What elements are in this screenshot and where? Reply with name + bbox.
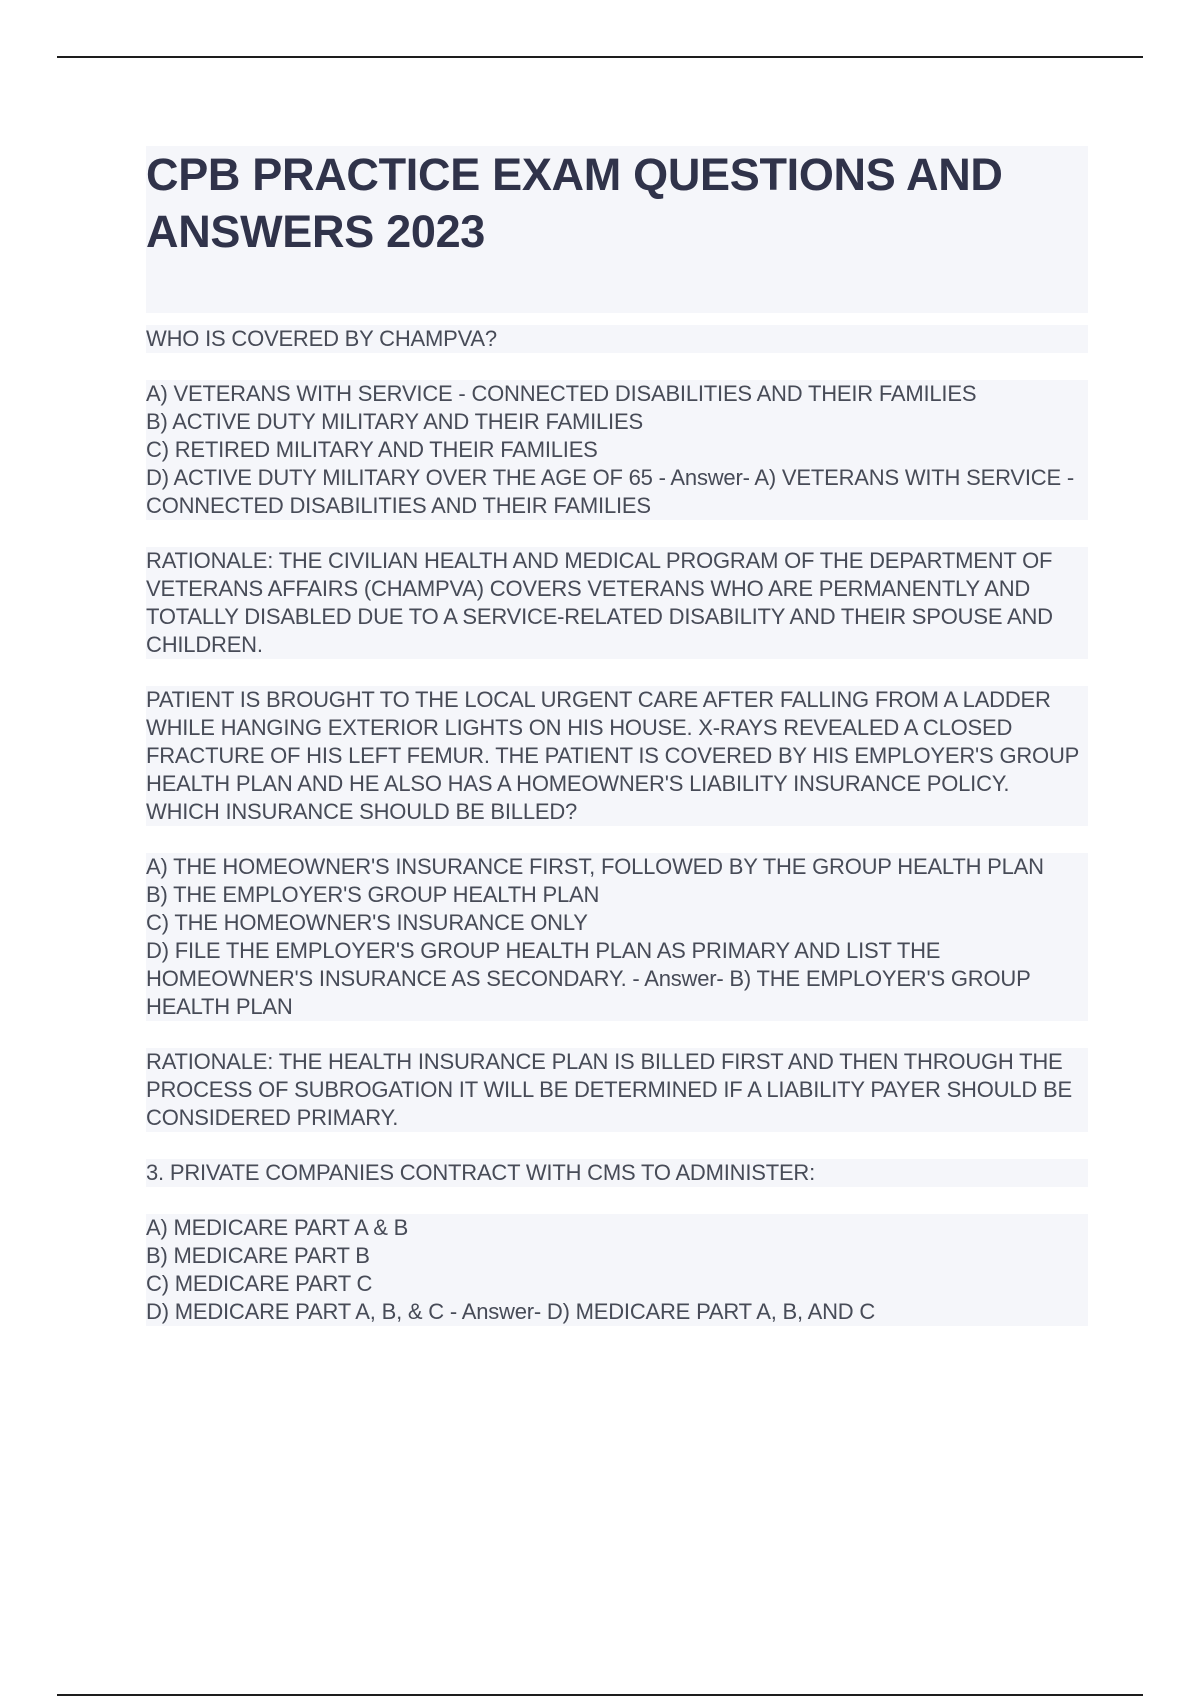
bottom-rule: [57, 1694, 1143, 1696]
rationale-text: RATIONALE: THE CIVILIAN HEALTH AND MEDICAL PROGRAM OF THE DEPARTMENT OF VETERANS AFFAIRS (CHAMPVA) COVERS VETERANS WHO ARE PERMANENTLY AND TOTALLY DISABLED DUE TO A SERVICE-RELATED DISABILITY AND THEIR SPOUSE AND CHILDREN.: [146, 547, 1088, 659]
document-title: CPB PRACTICE EXAM QUESTIONS AND ANSWERS 2023: [146, 149, 1003, 257]
option-line: A) VETERANS WITH SERVICE - CONNECTED DISABILITIES AND THEIR FAMILIES: [146, 380, 1088, 408]
question-1-options: [146, 380, 1088, 520]
option-line-with-answer: D) MEDICARE PART A, B, & C - Answer- D) MEDICARE PART A, B, AND C: [146, 1298, 1088, 1326]
document-body: [146, 146, 1088, 1326]
question-3-text: 3. PRIVATE COMPANIES CONTRACT WITH CMS TO ADMINISTER:: [146, 1159, 1088, 1187]
question-1-text: WHO IS COVERED BY CHAMPVA?: [146, 325, 1088, 353]
rationale-text: RATIONALE: THE HEALTH INSURANCE PLAN IS BILLED FIRST AND THEN THROUGH THE PROCESS OF SUBROGATION IT WILL BE DETERMINED IF A LIABILITY PAYER SHOULD BE CONSIDERED PRIMARY.: [146, 1048, 1088, 1132]
option-line: B) THE EMPLOYER'S GROUP HEALTH PLAN: [146, 881, 1088, 909]
option-line-with-answer: D) FILE THE EMPLOYER'S GROUP HEALTH PLAN AS PRIMARY AND LIST THE HOMEOWNER'S INSURANCE AS SECONDARY. - Answer- B) THE EMPLOYER'S GROUP HEALTH PLAN: [146, 937, 1088, 1021]
question-1: [146, 325, 1088, 353]
question-2-options: [146, 853, 1088, 1021]
title-block: [146, 146, 1088, 313]
option-line: C) MEDICARE PART C: [146, 1270, 1088, 1298]
question-1-rationale: [146, 547, 1088, 659]
option-line: B) MEDICARE PART B: [146, 1242, 1088, 1270]
question-2-text: PATIENT IS BROUGHT TO THE LOCAL URGENT CARE AFTER FALLING FROM A LADDER WHILE HANGING EXTERIOR LIGHTS ON HIS HOUSE. X-RAYS REVEALED A CLOSED FRACTURE OF HIS LEFT FEMUR. THE PATIENT IS COVERED BY HIS EMPLOYER'S GROUP HEALTH PLAN AND HE ALSO HAS A HOMEOWNER'S LIABILITY INSURANCE POLICY. WHICH INSURANCE SHOULD BE BILLED?: [146, 686, 1088, 826]
question-3: [146, 1159, 1088, 1187]
question-2: [146, 686, 1088, 826]
option-line: A) THE HOMEOWNER'S INSURANCE FIRST, FOLLOWED BY THE GROUP HEALTH PLAN: [146, 853, 1088, 881]
option-line: C) RETIRED MILITARY AND THEIR FAMILIES: [146, 436, 1088, 464]
top-rule: [57, 56, 1143, 58]
option-line-with-answer: D) ACTIVE DUTY MILITARY OVER THE AGE OF 65 - Answer- A) VETERANS WITH SERVICE - CONNECTED DISABILITIES AND THEIR FAMILIES: [146, 464, 1088, 520]
option-line: A) MEDICARE PART A & B: [146, 1214, 1088, 1242]
option-line: B) ACTIVE DUTY MILITARY AND THEIR FAMILIES: [146, 408, 1088, 436]
option-line: C) THE HOMEOWNER'S INSURANCE ONLY: [146, 909, 1088, 937]
question-2-rationale: [146, 1048, 1088, 1132]
question-3-options: [146, 1214, 1088, 1326]
